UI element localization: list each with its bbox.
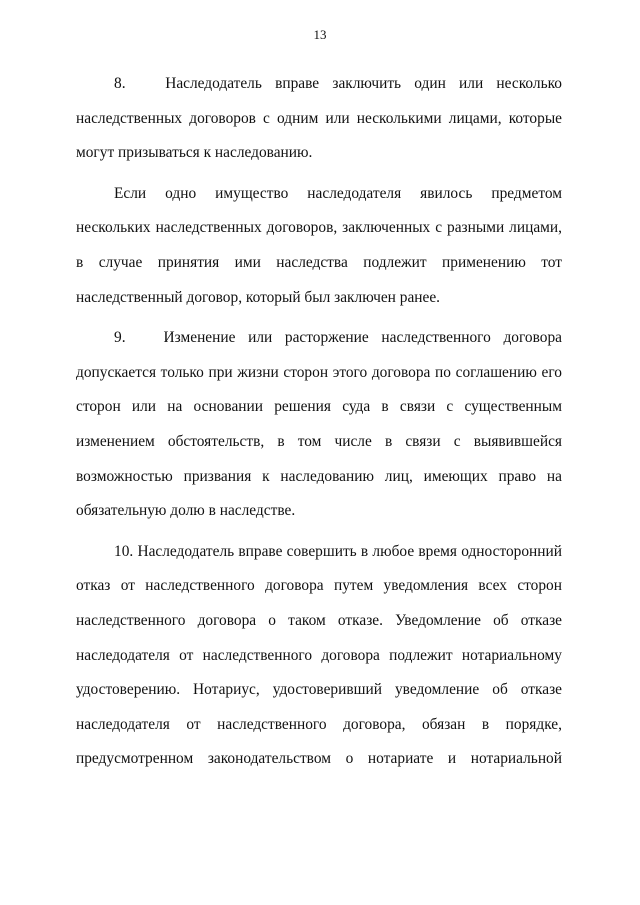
document-body [76, 67, 562, 783]
paragraph-8-continuation: Если одно имущество наследодателя явилось предметом нескольких наследственных договоров, заключенных с разными лицами, в случае принятия ими наследства подлежит применению тот наследственный договор, который был заключен ранее. [76, 184, 562, 306]
paragraph-10: 10. Наследодатель вправе совершить в любое время односторонний отказ от наследственного договора путем уведомления всех сторон наследственного договора о таком отказе. Уведомление об отказе наследодателя от наследственного договора подлежит нотариальному удостоверению. Нотариус, удостоверивший уведомление об отказе наследодателя от наследственного договора, обязан в порядке, предусмотренном законодательством о нотариате и нотариальной [76, 542, 562, 768]
page-number: 13 [313, 27, 327, 42]
paragraph-9: 9. Изменение или расторжение наследственного договора допускается только при жизни сторон этого договора по соглашению его сторон или на основании решения суда в связи с существенным изменением обстоятельств, в том числе в связи с выявившейся возможностью призвания к наследованию лиц, имеющих право на обязательную долю в наследстве. [76, 329, 562, 520]
paragraph-8: 8. Наследодатель вправе заключить один или несколько наследственных договоров с одним или несколькими лицами, которые могут призываться к наследованию. [76, 75, 562, 162]
